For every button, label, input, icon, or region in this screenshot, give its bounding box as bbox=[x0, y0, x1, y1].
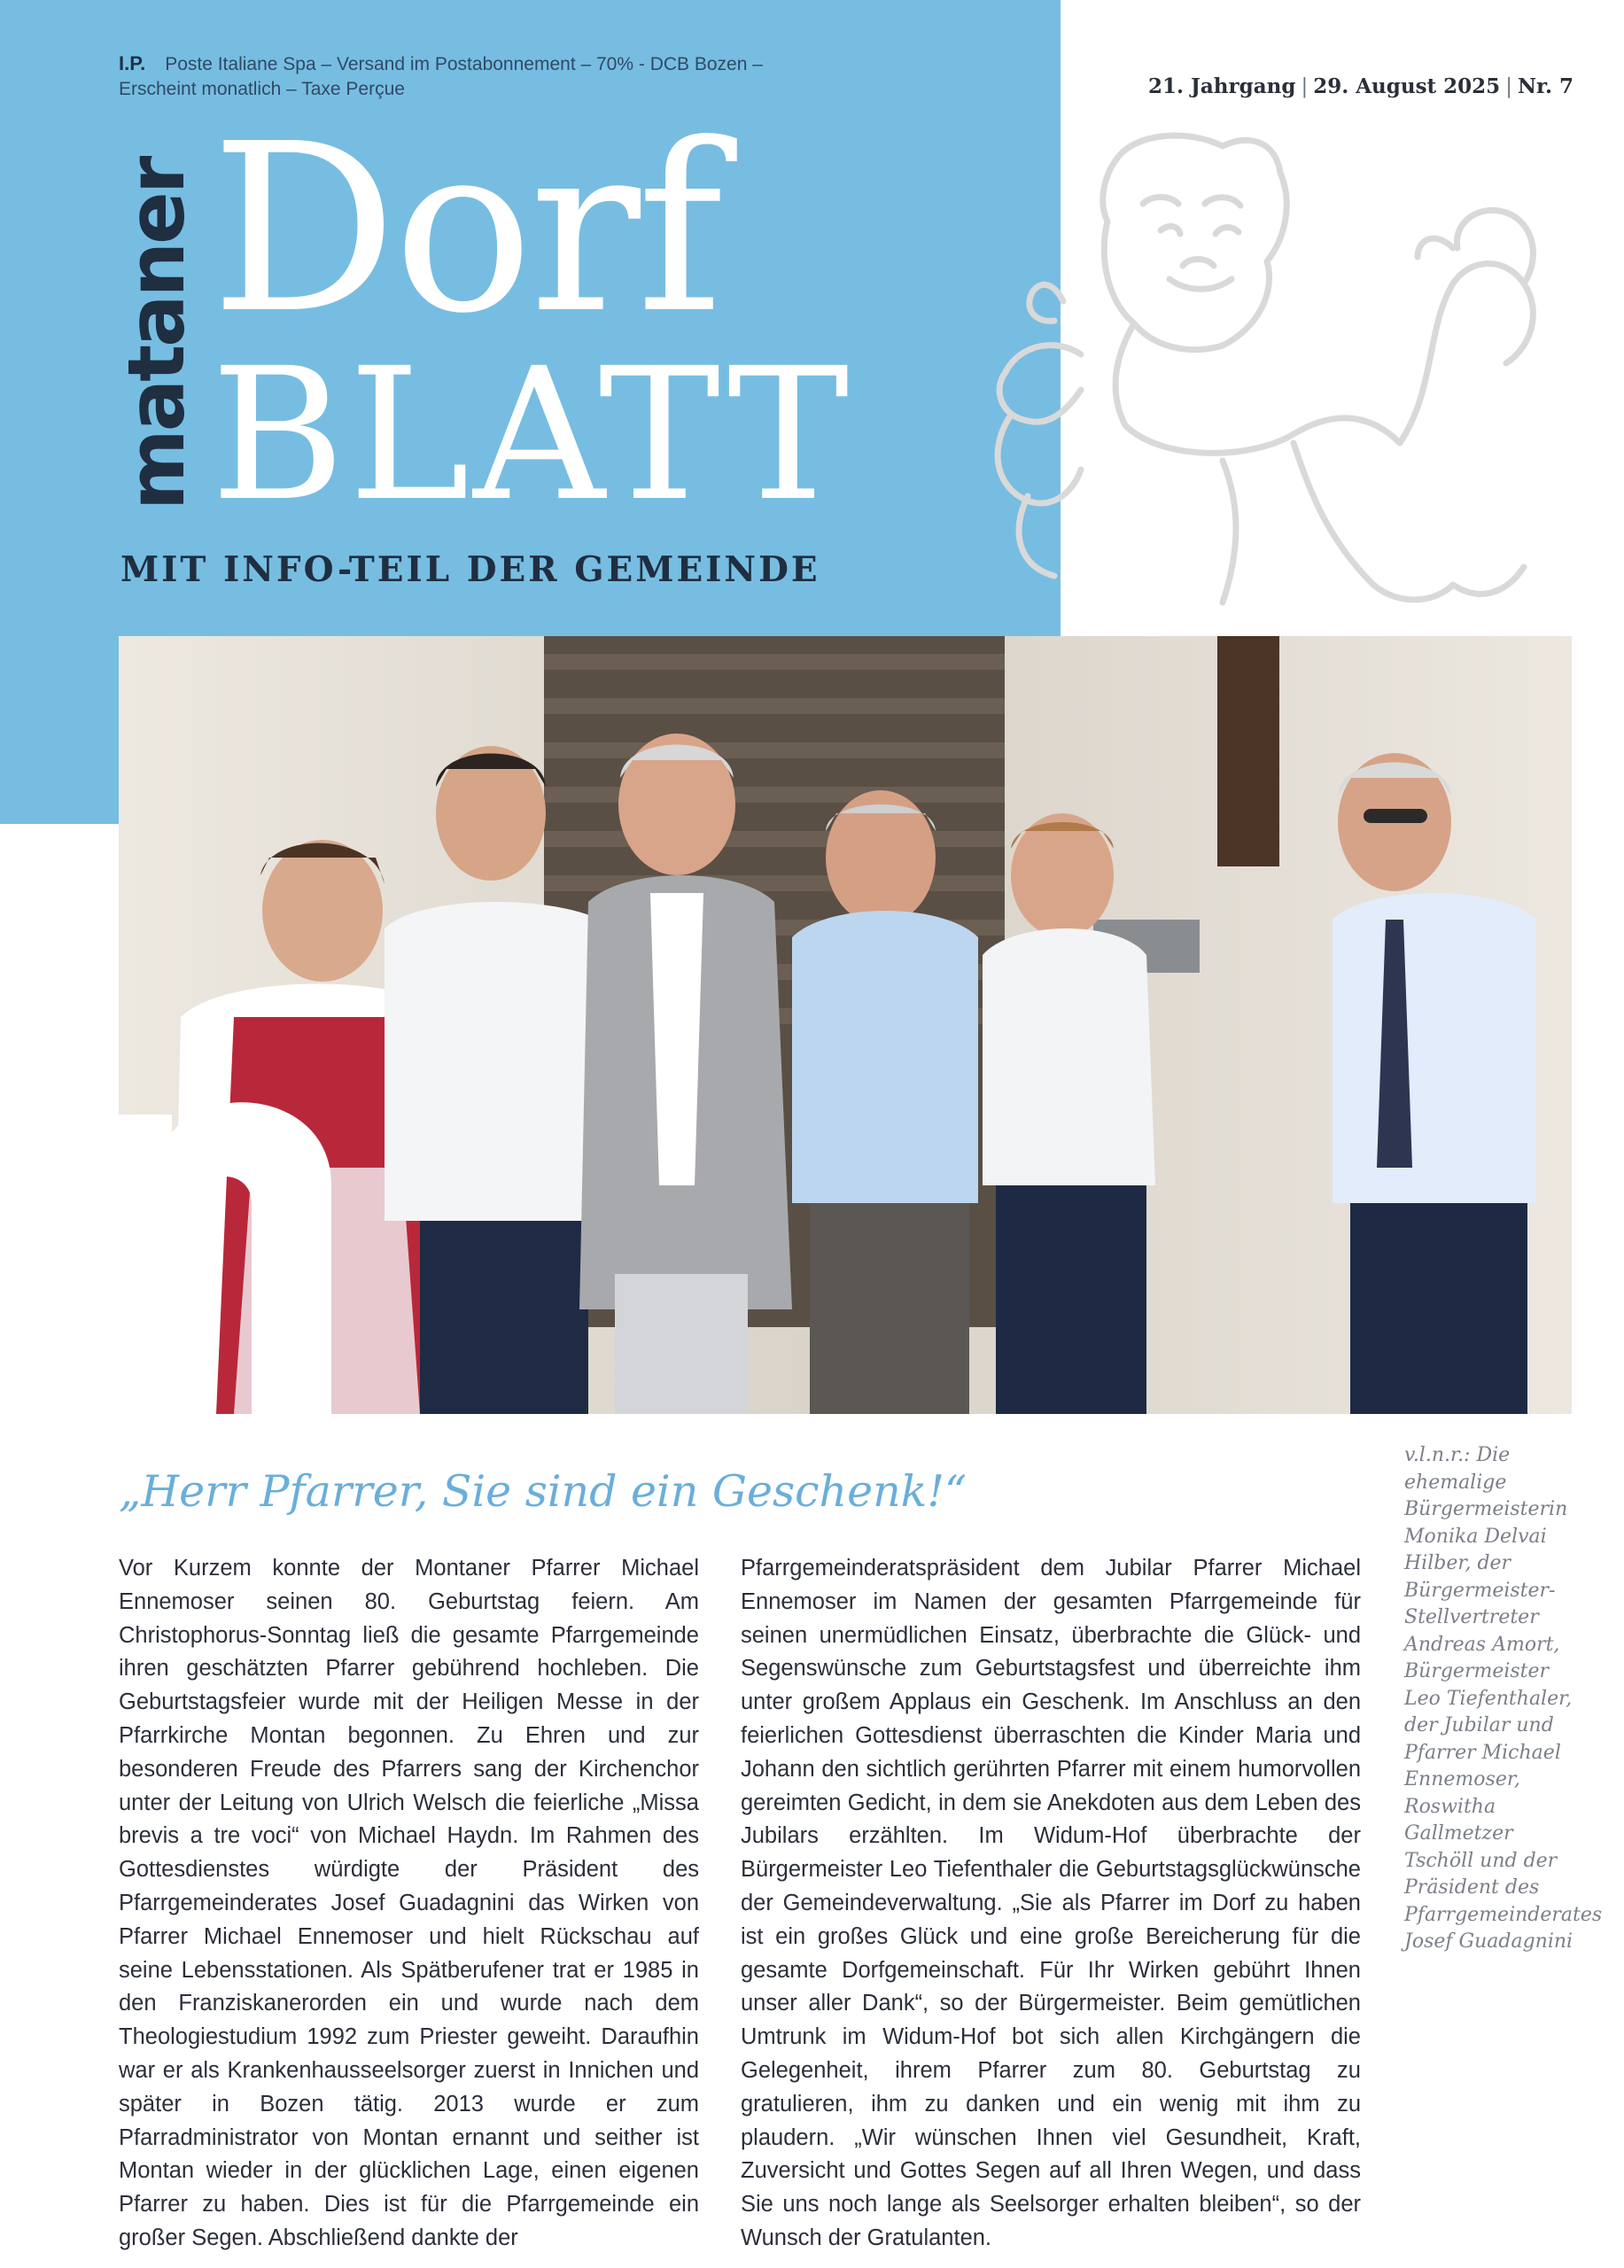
masthead-subtitle: MIT INFO-TEIL DER GEMEINDE bbox=[120, 549, 820, 590]
lion-crest-watermark bbox=[957, 124, 1559, 638]
article-column-2: Pfarrgemeinderatspräsident dem Jubilar Pfarrer Michael Ennemoser im Namen der gesamten Pfarrgemeinde für seinen unermüdlichen Einsatz, überbrachte die Glück- und Segenswünsche zum Geburtstagsfest und überreichte ihm unter großem Applaus ein Geschenk. Im Anschluss an den feierlichen Gottesdienst überraschten die Kinder Maria und Johann den sichtlich gerührten Pfarrer mit einem humorvollen gereimten Gedicht, in dem sie Anekdoten aus dem Leben des Jubilars erzählten. Im Widum-Hof überbrachte der Bürgermeister Leo Tiefenthaler die Geburtstagsglückwünsche der Gemeindeverwaltung. „Sie als Pfarrer im Dorf zu haben ist ein großes Glück und eine große Bereicherung für die gesamte Dorfgemeinschaft. Für Ihr Wirken gebührt Ihnen unser aller Dank“, so der Bürgermeister. Beim gemütlichen Umtrunk im Widum-Hof bot sich allen Kirchgängern die Gelegenheit, ihrem Pfarrer zum 80. Geburtstag zu gratulieren, ihm zu danken und ein wenig mit ihm zu plaudern. „Wir wünschen Ihnen viel Gesundheit, Kraft, Zuversicht und Gottes Segen auf all Ihren Wegen, und dass Sie uns noch lange als Seelsorger erhalten bleiben“, so der Wunsch der Gratulanten. bbox=[741, 1556, 1361, 2250]
issue-date: 29. August 2025 bbox=[1313, 74, 1501, 98]
issue-volume: 21. Jahrgang bbox=[1148, 74, 1296, 98]
issue-info bbox=[1148, 74, 1573, 98]
article-column-1: Vor Kurzem konnte der Montaner Pfarrer Michael Ennemoser seinen 80. Geburtstag feiern. Am Christophorus-Sonntag ließ die gesamte Pfarrgemeinde ihren geschätzten Pfarrer gebührend hochleben. Die Geburtstagsfeier wurde mit der Heiligen Messe in der Pfarrkirche Montan begonnen. Zu Ehren und zur besonderen Freude des Pfarrers sang der Kirchenchor unter der Leitung von Ulrich Welsch die feierliche „Missa brevis a tre voci“ von Michael Haydn. Im Rahmen des Gottesdienstes würdigte der Präsident des Pfarrgemeinderates Josef Guadagnini das Wirken von Pfarrer Michael Ennemoser und hielt Rückschau auf seine Lebensstationen. Als Spätberufener trat er 1985 in den Franziskanerorden ein und wurde nach dem Theologiestudium 1992 zum Priester geweiht. Daraufhin war er als Krankenhausseelsorger zuerst in Innichen und später in Bozen tätig. 2013 wurde er zum Pfarradministrator von Montan ernannt und seither ist Montan wieder in der glücklichen Lage, einen eigenen Pfarrer zu haben. Dies ist für die Pfarrgemeinde ein großer Segen. Abschließend dankte der bbox=[119, 1556, 699, 2250]
postal-text: Poste Italiane Spa – Versand im Postabonnement – 70% - DCB Bozen – Erscheint monatlich – Taxe Perçue bbox=[119, 54, 763, 99]
article-headline: „Herr Pfarrer, Sie sind ein Geschenk!“ bbox=[119, 1466, 967, 1517]
cover-photo bbox=[119, 636, 1572, 1414]
photo-caption: v.l.n.r.: Die ehemalige Bürgermeisterin Monika Delvai Hilber, der Bürgermeister-Stellvertreter Andreas Amort, Bürgermeister Leo Tiefenthaler, der Jubilar und Pfarrer Michael Ennemoser, Roswitha Gallmetzer Tschöll und der Präsident des Pfarrgemeinderates Josef Guadagnini bbox=[1404, 1444, 1603, 1953]
postal-code: I.P. bbox=[119, 52, 146, 74]
issue-number: Nr. 7 bbox=[1517, 74, 1573, 98]
masthead-title-dorf: Dorf bbox=[211, 94, 720, 364]
group-photo-illustration bbox=[119, 636, 1572, 1414]
masthead-strip bbox=[0, 636, 119, 824]
separator: | bbox=[1301, 75, 1309, 98]
masthead-title-blatt: BLATT bbox=[211, 329, 853, 541]
masthead-vertical-word: mataner bbox=[111, 158, 202, 510]
separator: | bbox=[1505, 75, 1512, 98]
